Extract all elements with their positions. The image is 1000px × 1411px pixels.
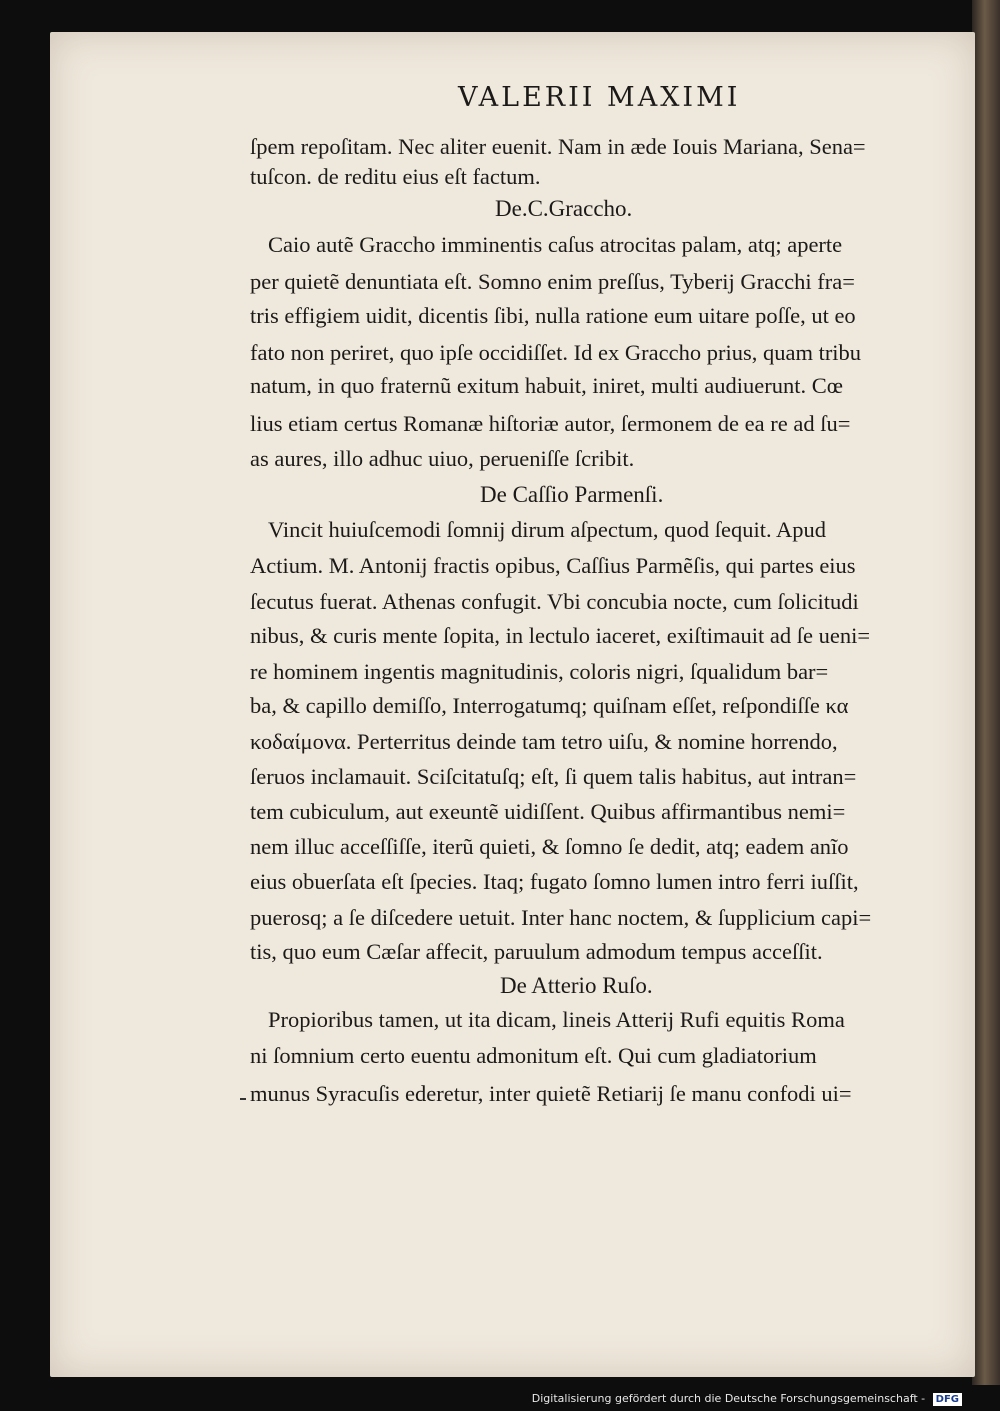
- dfg-logo-icon: DFG: [933, 1393, 962, 1406]
- digitization-credit: [532, 1392, 962, 1406]
- text-line: re hominem ingentis magnitudinis, coloris nigri, ſqualidum bar=: [250, 659, 829, 684]
- text-line: Actium. M. Antonij fractis opibus, Caſſius Parmẽſis, qui partes eius: [250, 553, 856, 578]
- text-line: natum, in quo fraternũ exitum habuit, iniret, multi audiuerunt. Cœ: [250, 373, 844, 398]
- text-line: nem illuc acceſſiſſe, iterũ quieti, & ſomno ſe dedit, atq; eadem anĩo: [250, 834, 849, 859]
- text-line: tis, quo eum Cæſar affecit, paruulum admodum tempus acceſſit.: [250, 939, 823, 964]
- text-line: fato non periret, quo ipſe occidiſſet. Id ex Graccho prius, quam tribu: [250, 340, 862, 365]
- text-line: Propioribus tamen, ut ita dicam, lineis Atterij Rufi equitis Roma: [268, 1007, 845, 1032]
- text-line: Caio autẽ Graccho imminentis caſus atrocitas palam, atq; aperte: [268, 232, 843, 257]
- text-line greek-line: κοδαίμονα. Perterritus deinde tam tetro uiſu, & nomine horrendo,: [250, 729, 838, 754]
- text-line: ſeruos inclamauit. Sciſcitatuſq; eſt, ſi quem talis habitus, aut intran=: [250, 764, 857, 789]
- text-line: puerosq; a ſe diſcedere uetuit. Inter hanc noctem, & ſupplicium capi=: [250, 905, 872, 930]
- text-line: tem cubiculum, aut exeuntẽ uidiſſent. Quibus affirmantibus nemi=: [250, 799, 846, 824]
- credit-text: Digitalisierung gefördert durch die Deutsche Forschungsgemeinschaft -: [531, 1392, 926, 1405]
- text-line: ba, & capillo demiſſo, Interrogatumq; quiſnam eſſet, reſpondiſſe κα: [250, 693, 849, 718]
- text-line: ſecutus fuerat. Athenas confugit. Vbi concubia nocte, cum ſolicitudi: [250, 589, 859, 614]
- book-spine: [972, 0, 1000, 1385]
- text-line: ſpem repoſitam. Nec aliter euenit. Nam in æde Iouis Mariana, Sena=: [250, 134, 866, 159]
- text-line: nibus, & curis mente ſopita, in lectulo iaceret, exiſtimauit ad ſe ueni=: [250, 623, 871, 648]
- text-line: tuſcon. de reditu eius eſt factum.: [250, 164, 541, 189]
- text-line: tris effigiem uidit, dicentis ſibi, nulla ratione eum uitare poſſe, ut eo: [250, 303, 856, 328]
- section-heading: De Caſſio Parmenſi.: [480, 482, 664, 507]
- section-heading: De.C.Graccho.: [495, 196, 633, 221]
- section-heading: De Atterio Ruſo.: [500, 973, 653, 998]
- margin-mark: [240, 1098, 246, 1100]
- text-line: eius obuerſata eſt ſpecies. Itaq; fugato ſomno lumen intro ferri iuſſit,: [250, 869, 859, 894]
- running-header: VALERII MAXIMI: [458, 82, 741, 113]
- text-line: ni ſomnium certo euentu admonitum eſt. Qui cum gladiatorium: [250, 1043, 817, 1068]
- text-line: per quietẽ denuntiata eſt. Somno enim preſſus, Tyberij Gracchi fra=: [250, 269, 855, 294]
- text-line: lius etiam certus Romanæ hiſtoriæ autor, ſermonem de ea re ad ſu=: [250, 411, 851, 436]
- text-line: Vincit huiuſcemodi ſomnij dirum aſpectum, quod ſequit. Apud: [268, 517, 826, 542]
- text-line: as aures, illo adhuc uiuo, perueniſſe ſcribit.: [250, 446, 635, 471]
- text-line: munus Syracuſis ederetur, inter quietẽ Retiarij ſe manu confodi ui=: [250, 1081, 852, 1106]
